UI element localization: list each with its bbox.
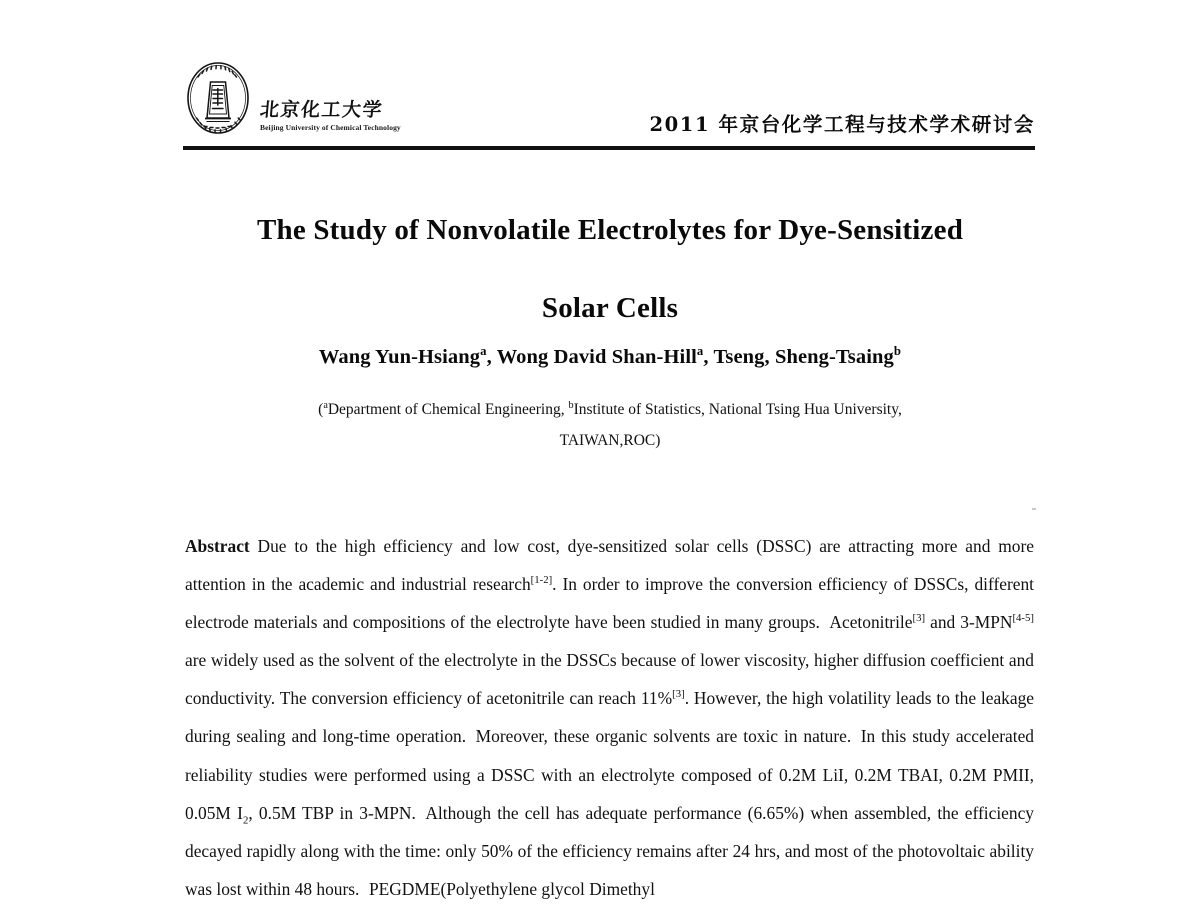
author-list [150, 344, 1070, 369]
abstract-text-5: are widely used as the solvent of the electrolyte in the DSSCs because of lower viscosity, higher diffusion coefficient and conductivity. The conversion efficiency of acetonitrile can reach 11% [185, 650, 1034, 709]
abstract-text-11: PEGDME(Polyethylene glycol Dimethyl [368, 878, 655, 899]
scan-artifact-speck [1032, 508, 1036, 510]
abstract-text-7: Moreover, these organic solvents are toxic in nature. [475, 726, 852, 747]
abstract-text-8: In this study accelerated reliability studies were performed using a DSSC with an electrolyte composed of 0.2M LiI, 0.2M TBAI, 0.2M PMII, 0.05M I [185, 726, 1034, 823]
citation-ref-1: [1-2] [530, 574, 553, 587]
university-name-chinese: 北京化工大学 [259, 99, 385, 122]
university-seal-logo [185, 60, 251, 140]
university-name-english: Beijing University of Chemical Technology [260, 123, 401, 132]
abstract-text-3: Acetonitrile [829, 612, 913, 633]
affiliation-mark-b: b [568, 400, 574, 411]
conference-title: 2011 年京台化学工程与技术学术研讨会 [649, 113, 1035, 136]
affiliation-mark-a: a [323, 400, 328, 411]
affiliation-dept-a: Department of Chemical Engineering, [327, 401, 569, 419]
author-separator-1: , [486, 345, 497, 368]
abstract-text-1: Due to the high efficiency and low cost, dye-sensitized solar cells (DSSC) are attracting more and more attention in the academic and industrial research [185, 536, 1034, 595]
author-name-3: Tseng, Sheng-Tsaing [713, 345, 894, 368]
affiliation-dept-b: Institute of Statistics, National Tsing Hua University, [573, 401, 902, 419]
affiliation-block [150, 390, 1070, 456]
header-divider-rule [183, 146, 1035, 150]
author-name-2: Wong David Shan-Hill [496, 345, 697, 368]
title-line-1: The Study of Nonvolatile Electrolytes for Dye-Sensitized [256, 214, 964, 247]
abstract-text-4: and 3-MPN [925, 612, 1013, 633]
author-affiliation-mark-3: b [893, 344, 902, 358]
abstract-text-9: , 0.5M TBP in 3-MPN. [248, 802, 416, 823]
abstract-paragraph [185, 527, 1034, 908]
author-separator-2: , [703, 345, 714, 368]
abstract-heading: Abstract [185, 536, 250, 556]
author-affiliation-mark-1: a [480, 344, 487, 358]
author-affiliation-mark-2: a [696, 344, 704, 358]
citation-ref-2: [3] [912, 612, 926, 625]
university-branding [185, 58, 401, 140]
abstract-text-2: . In order to improve the conversion efficiency of DSSCs, different electrode materials and compositions of the electrolyte have been studied in many groups. [185, 574, 1034, 633]
abstract-text-6: . However, the high volatility leads to the leakage during sealing and long-time operation. [185, 688, 1035, 747]
page-header [185, 58, 1035, 140]
chemical-subscript-iodine: 2 [242, 814, 249, 827]
author-name-1: Wang Yun-Hsiang [318, 345, 481, 368]
title-line-2: Solar Cells [541, 292, 679, 325]
citation-ref-4: [3] [672, 688, 685, 701]
page-title [150, 191, 1070, 347]
affiliation-line-1 [150, 390, 1070, 425]
citation-ref-3: [4-5] [1012, 612, 1034, 625]
affiliation-line-2: TAIWAN,ROC) [559, 432, 661, 450]
abstract-text-10: Although the cell has adequate performance (6.65%) when assembled, the efficiency decayed rapidly along with the time: only 50% of the efficiency remains after 24 hrs, and most of the photovoltaic ability was lost within 48 hours. [185, 802, 1035, 899]
university-name-block [260, 101, 401, 140]
affiliation-open-paren: ( [318, 401, 324, 419]
